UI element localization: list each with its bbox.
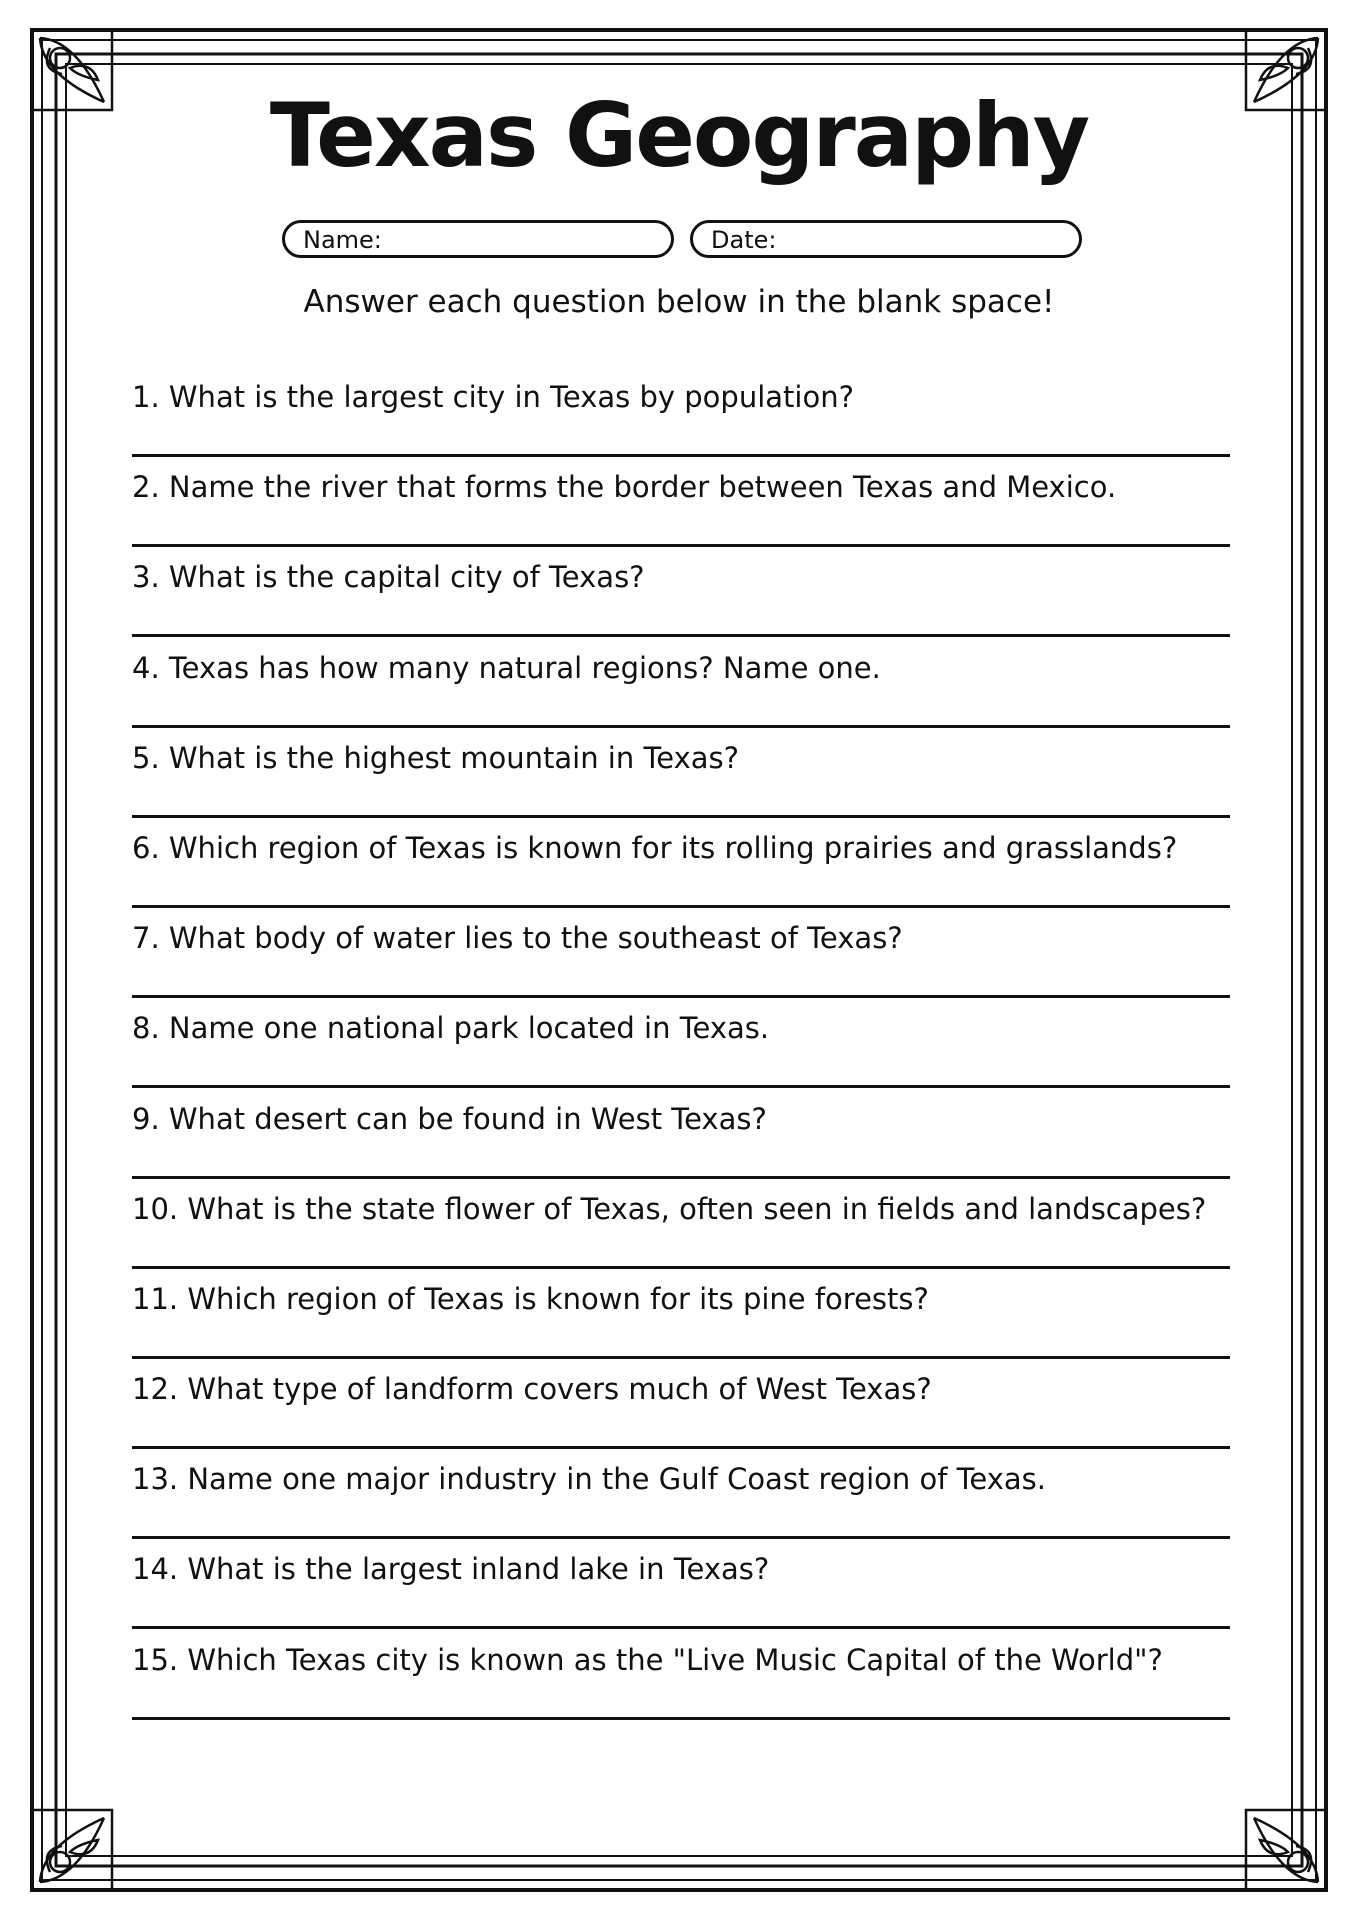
question-item: [132, 1090, 1230, 1180]
question-item: [132, 639, 1230, 729]
question-item: [132, 1540, 1230, 1630]
question-text: 2. Name the river that forms the border between Texas and Mexico.: [132, 470, 1117, 505]
question-text: 8. Name one national park located in Texas.: [132, 1011, 770, 1046]
date-field[interactable]: [690, 220, 1082, 258]
question-text: 10. What is the state flower of Texas, often seen in fields and landscapes?: [132, 1191, 1207, 1226]
question-text: 13. Name one major industry in the Gulf Coast region of Texas.: [132, 1462, 1047, 1497]
answer-line[interactable]: [132, 1536, 1230, 1539]
name-field[interactable]: [282, 220, 674, 258]
answer-line[interactable]: [132, 905, 1230, 908]
question-text: 12. What type of landform covers much of West Texas?: [132, 1372, 932, 1407]
question-item: [132, 1180, 1230, 1270]
question-text: 5. What is the highest mountain in Texas?: [132, 740, 740, 775]
question-text: 11. Which region of Texas is known for its pine forests?: [132, 1281, 929, 1316]
date-label: Date:: [711, 226, 777, 254]
question-item: [132, 1360, 1230, 1450]
answer-line[interactable]: [132, 634, 1230, 637]
question-item: [132, 1450, 1230, 1540]
question-text: 15. Which Texas city is known as the "Live Music Capital of the World"?: [132, 1642, 1163, 1677]
corner-ornament-bottom-right: [1246, 1810, 1326, 1890]
question-item: [132, 819, 1230, 909]
answer-line[interactable]: [132, 1626, 1230, 1629]
instructions-text: Answer each question below in the blank space!: [303, 284, 1055, 320]
question-text: 6. Which region of Texas is known for its rolling prairies and grasslands?: [132, 830, 1178, 865]
answer-line[interactable]: [132, 454, 1230, 457]
corner-ornament-bottom-left: [32, 1810, 112, 1890]
question-text: 9. What desert can be found in West Texas?: [132, 1101, 767, 1136]
question-item: [132, 999, 1230, 1089]
question-text: 4. Texas has how many natural regions? Name one.: [132, 650, 881, 685]
question-list: [132, 368, 1230, 1721]
answer-line[interactable]: [132, 995, 1230, 998]
question-item: [132, 548, 1230, 638]
answer-line[interactable]: [132, 1356, 1230, 1359]
question-text: 7. What body of water lies to the southeast of Texas?: [132, 921, 903, 956]
answer-line[interactable]: [132, 1266, 1230, 1269]
worksheet-title: Texas Geography: [269, 84, 1089, 187]
answer-line[interactable]: [132, 725, 1230, 728]
name-label: Name:: [303, 226, 382, 254]
question-item: [132, 458, 1230, 548]
question-text: 1. What is the largest city in Texas by population?: [132, 380, 854, 414]
answer-line[interactable]: [132, 815, 1230, 818]
question-text: 14. What is the largest inland lake in Texas?: [132, 1552, 770, 1587]
question-text: 3. What is the capital city of Texas?: [132, 560, 645, 595]
question-item: [132, 368, 1230, 458]
question-item: [132, 1631, 1230, 1721]
answer-line[interactable]: [132, 544, 1230, 547]
answer-line[interactable]: [132, 1176, 1230, 1179]
answer-line[interactable]: [132, 1085, 1230, 1088]
answer-line[interactable]: [132, 1717, 1230, 1720]
question-item: [132, 909, 1230, 999]
answer-line[interactable]: [132, 1446, 1230, 1449]
question-item: [132, 1270, 1230, 1360]
question-item: [132, 729, 1230, 819]
